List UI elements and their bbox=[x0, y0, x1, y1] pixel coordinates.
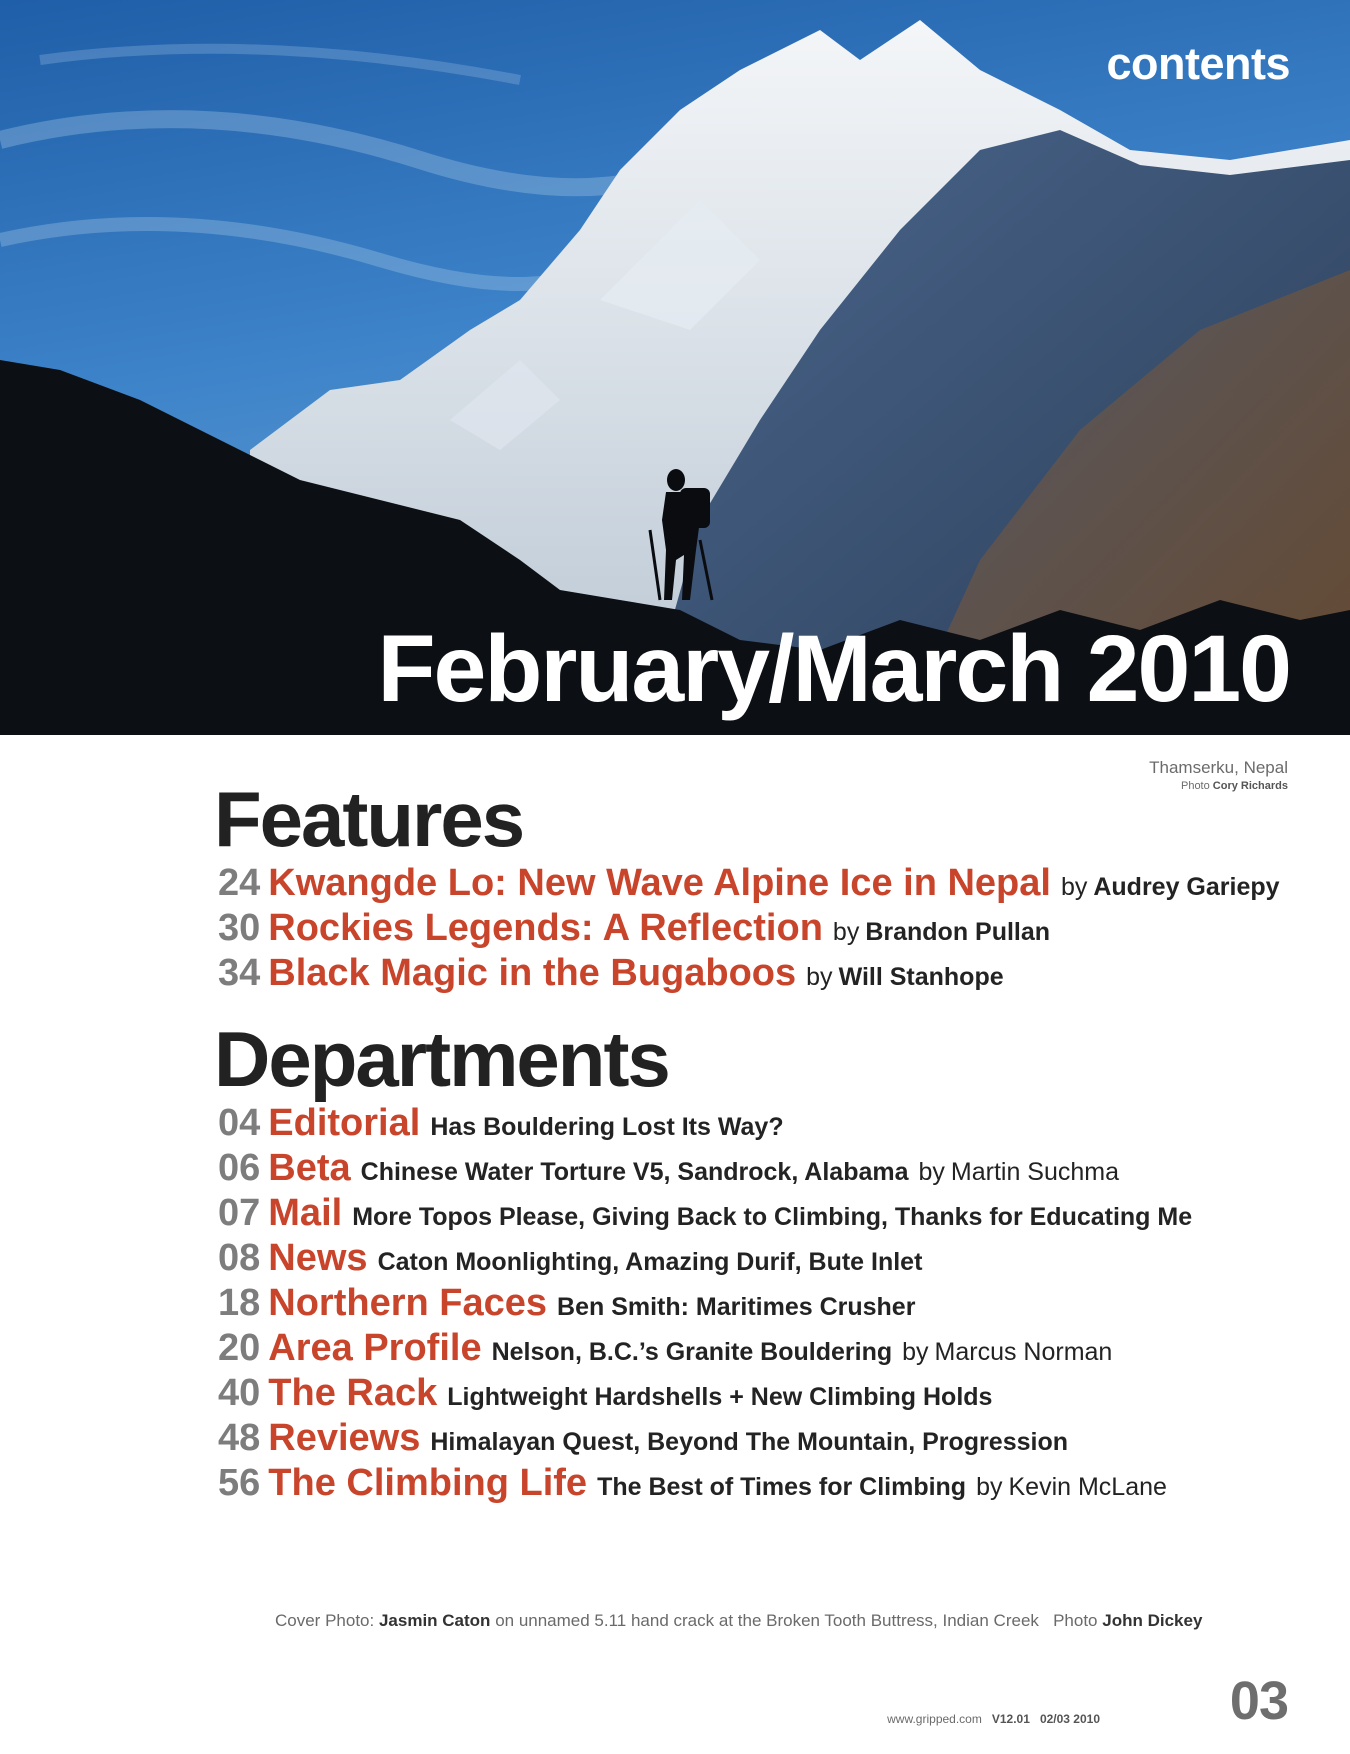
department-item[interactable] bbox=[218, 1149, 1119, 1187]
department-item[interactable] bbox=[218, 1419, 1068, 1457]
by-word: by bbox=[1060, 873, 1088, 901]
department-item[interactable] bbox=[218, 1374, 992, 1412]
department-subtitle: Has Bouldering Lost Its Way? bbox=[430, 1113, 784, 1141]
page-number: 34 bbox=[218, 952, 261, 994]
page-number: 30 bbox=[218, 907, 261, 949]
cover-photo-description: on unnamed 5.11 hand crack at the Broken Tooth Buttress, Indian Creek bbox=[495, 1611, 1039, 1630]
department-title: Northern Faces bbox=[268, 1282, 548, 1324]
contents-label: contents bbox=[1106, 38, 1290, 89]
page-number-footer: 03 bbox=[1229, 1671, 1288, 1731]
department-subtitle: Caton Moonlighting, Amazing Durif, Bute Inlet bbox=[377, 1248, 923, 1276]
by-word: by bbox=[832, 918, 860, 946]
photographer: Cory Richards bbox=[1212, 780, 1288, 792]
features-heading: Features bbox=[214, 775, 524, 863]
article-author: Marcus Norman bbox=[934, 1338, 1113, 1366]
photo-location: Thamserku, Nepal bbox=[1149, 758, 1288, 777]
article-author: Will Stanhope bbox=[838, 963, 1004, 991]
issue-date: 02/03 2010 bbox=[1039, 1712, 1100, 1726]
by-word: by bbox=[918, 1158, 945, 1186]
department-title: Editorial bbox=[268, 1102, 421, 1144]
department-subtitle: Chinese Water Torture V5, Sandrock, Alabama bbox=[360, 1158, 909, 1186]
department-subtitle: Lightweight Hardshells + New Climbing Holds bbox=[447, 1383, 993, 1411]
cover-photo-credit bbox=[275, 1611, 1202, 1631]
page-number: 40 bbox=[218, 1372, 261, 1414]
hero-photo bbox=[0, 0, 1350, 735]
feature-item[interactable] bbox=[218, 954, 1004, 992]
department-item[interactable] bbox=[218, 1284, 915, 1322]
department-subtitle: More Topos Please, Giving Back to Climbing, Thanks for Educating Me bbox=[352, 1203, 1193, 1231]
department-title: Beta bbox=[268, 1147, 351, 1189]
issue-title: February/March 2010 bbox=[377, 616, 1290, 722]
department-item[interactable] bbox=[218, 1329, 1112, 1367]
cover-photo-prefix: Cover Photo: bbox=[275, 1611, 375, 1630]
website-link[interactable]: www.gripped.com bbox=[887, 1712, 982, 1726]
article-author: Martin Suchma bbox=[950, 1158, 1120, 1186]
article-author: Kevin McLane bbox=[1008, 1473, 1167, 1501]
department-title: Area Profile bbox=[268, 1327, 482, 1369]
article-title: Rockies Legends: A Reflection bbox=[268, 907, 823, 949]
page-number: 08 bbox=[218, 1237, 261, 1279]
volume-label: V12.01 bbox=[991, 1712, 1030, 1726]
cover-photographer: John Dickey bbox=[1102, 1611, 1203, 1630]
department-subtitle: Ben Smith: Maritimes Crusher bbox=[557, 1293, 916, 1321]
article-title: Kwangde Lo: New Wave Alpine Ice in Nepal bbox=[268, 862, 1051, 904]
department-item[interactable] bbox=[218, 1464, 1167, 1502]
by-word: by bbox=[902, 1338, 929, 1366]
page-number: 24 bbox=[218, 862, 261, 904]
feature-item[interactable] bbox=[218, 864, 1280, 902]
cover-photo-photo-prefix: Photo bbox=[1053, 1611, 1098, 1630]
page-number: 04 bbox=[218, 1102, 261, 1144]
hero-photo-credit bbox=[1149, 758, 1288, 792]
department-subtitle: The Best of Times for Climbing bbox=[597, 1473, 967, 1501]
by-word: by bbox=[976, 1473, 1003, 1501]
department-item[interactable] bbox=[218, 1104, 784, 1142]
department-subtitle: Himalayan Quest, Beyond The Mountain, Progression bbox=[430, 1428, 1068, 1456]
department-title: Mail bbox=[268, 1192, 343, 1234]
footer-meta bbox=[887, 1712, 1100, 1726]
department-item[interactable] bbox=[218, 1194, 1192, 1232]
department-title: The Climbing Life bbox=[268, 1462, 588, 1504]
feature-item[interactable] bbox=[218, 909, 1050, 947]
photo-prefix: Photo bbox=[1180, 780, 1210, 792]
photo-byline bbox=[1149, 780, 1288, 792]
department-title: News bbox=[268, 1237, 368, 1279]
department-title: Reviews bbox=[268, 1417, 421, 1459]
page-number: 48 bbox=[218, 1417, 261, 1459]
department-subtitle: Nelson, B.C.’s Granite Bouldering bbox=[491, 1338, 893, 1366]
article-author: Audrey Gariepy bbox=[1093, 873, 1280, 901]
page-number: 07 bbox=[218, 1192, 261, 1234]
departments-heading: Departments bbox=[214, 1015, 669, 1103]
by-word: by bbox=[806, 963, 833, 991]
article-title: Black Magic in the Bugaboos bbox=[268, 952, 797, 994]
article-author: Brandon Pullan bbox=[865, 918, 1051, 946]
department-title: The Rack bbox=[268, 1372, 438, 1414]
cover-photo-subject: Jasmin Caton bbox=[378, 1611, 491, 1630]
page-number: 18 bbox=[218, 1282, 261, 1324]
page-number: 56 bbox=[218, 1462, 261, 1504]
page-number: 06 bbox=[218, 1147, 261, 1189]
page-number: 20 bbox=[218, 1327, 261, 1369]
department-item[interactable] bbox=[218, 1239, 922, 1277]
